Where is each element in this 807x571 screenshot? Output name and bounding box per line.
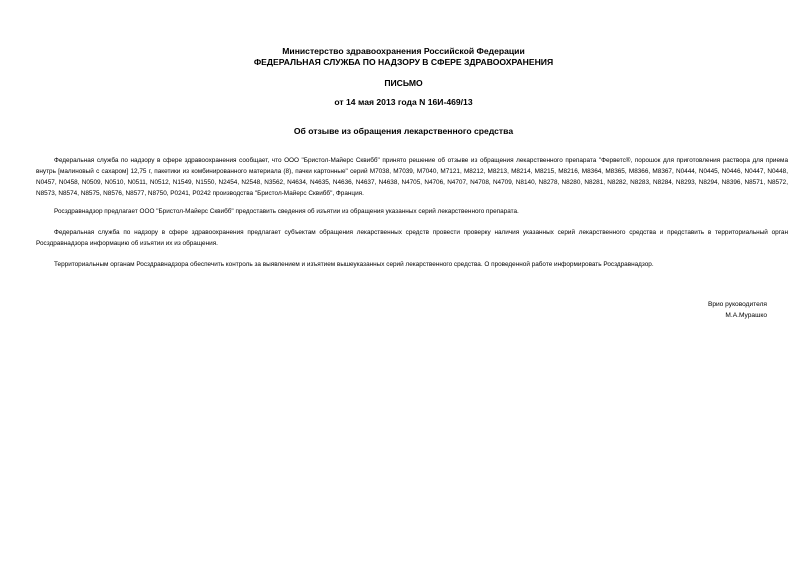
- ministry-heading: Министерство здравоохранения Российской Федерации: [282, 46, 525, 56]
- paragraph-territorial-control: Территориальным органам Росздравнадзора обеспечить контроль за выявлением и изъятием вышеуказанных серий лекарственного средства. О проведенной работе информировать Росздравнадзор.: [54, 261, 654, 268]
- document-subject: Об отзыве из обращения лекарственного средства: [293, 126, 514, 136]
- paragraph-manufacturer-request: Росздравнадзор предлагает ООО "Бристол-Майерс Сквибб" предоставить сведения об изъятии из обращения указанных серий лекарственного препарата.: [54, 208, 519, 215]
- signature-name: М.А.Мурашко: [725, 312, 767, 319]
- document-date-number: от 14 мая 2013 года N 16И-469/13: [334, 97, 473, 107]
- signature-position: Врио руководителя: [707, 301, 767, 308]
- paragraph-subjects-check: Федеральная служба по надзору в сфере здравоохранения предлагает субъектам обращения лекарственных средств провести проверку наличия указанных серий лекарственного средства и представить в территориальный орган Росздравнадзора информацию об изъятии их из обращения.: [36, 229, 788, 247]
- service-heading: ФЕДЕРАЛЬНАЯ СЛУЖБА ПО НАДЗОРУ В СФЕРЕ ЗДРАВООХРАНЕНИЯ: [253, 57, 554, 67]
- document-type: ПИСЬМО: [384, 78, 423, 88]
- paragraph-recall-notice: Федеральная служба по надзору в сфере здравоохранения сообщает, что ООО "Бристол-Майерс Сквибб" принято решение об отзыве из обращения лекарственного препарата "Ферветс®, порошок для приготовления раствора для приема внутрь [малиновый с сахаром] 12,75 г, пакетики из комбинированного материала (8), пачки картонные" серий M7038, M7039, M7040, M7121, M8212, M8213, M8214, M8215, M8216, M8364, M8365, M8366, M8367, N0444, N0445, N0446, N0447, N0448, N0457, N0458, N0509, N0510, N0511, N0512, N1549, N1550, N2454, N2548, N3562, N4634, N4635, N4636, N4637, N4638, N4705, N4706, N4707, N4708, N4709, N8140, N8278, N8280, N8281, N8282, N8283, N8284, N8293, N8294, N8396, N8571, N8572, N8573, N8574, N8575, N8576, N8577, N8750, P0241, P0242 производства "Бристол-Майерс Сквибб", Франция.: [36, 157, 788, 197]
